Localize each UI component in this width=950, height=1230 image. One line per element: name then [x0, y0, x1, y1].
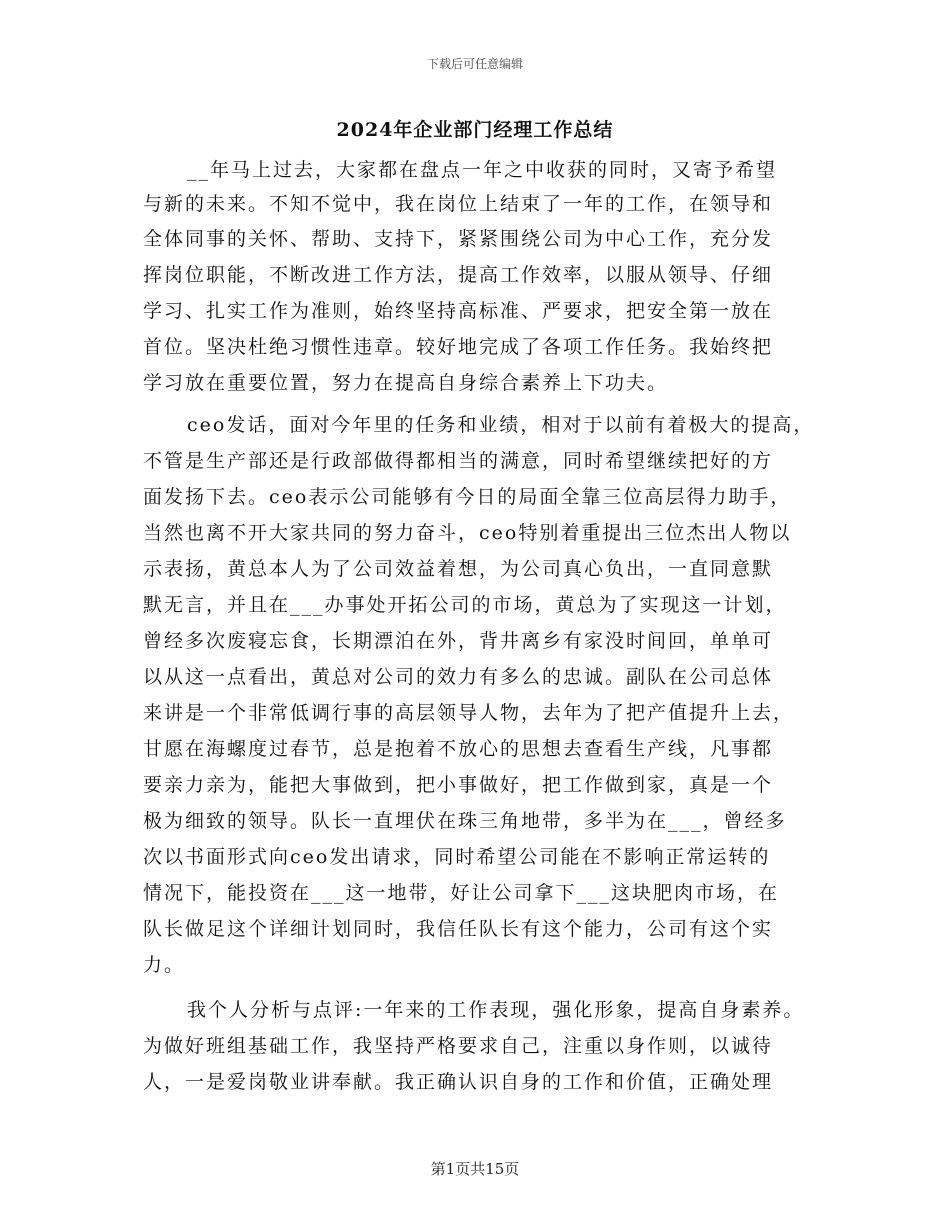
body-line: 我个人分析与点评:一年来的工作表现，强化形象，提高自身素养。	[187, 999, 805, 1021]
body-line: 要亲力亲为，能把大事做到，把小事做好，把工作做到家，真是一个	[143, 774, 774, 796]
body-line: 人，一是爱岗敬业讲奉献。我正确认识自身的工作和价值，正确处理	[143, 1071, 774, 1093]
document-title: 2024年企业部门经理工作总结	[336, 119, 614, 141]
page-number-footer: 第1页共15页	[430, 1160, 520, 1178]
body-line: 次以书面形式向ceo发出请求，同时希望公司能在不影响正常运转的	[143, 846, 771, 868]
body-line: 全体同事的关怀、帮助、支持下，紧紧围绕公司为中心工作，充分发	[143, 228, 774, 250]
body-line: 挥岗位职能，不断改进工作方法，提高工作效率，以服从领导、仔细	[143, 264, 774, 286]
body-line: __年马上过去，大家都在盘点一年之中收获的同时，又寄予希望	[187, 159, 778, 181]
body-line: 队长做足这个详细计划同时，我信任队长有这个能力，公司有这个实	[143, 918, 774, 940]
body-line: 甘愿在海螺度过春节，总是抱着不放心的思想去查看生产线，凡事都	[143, 738, 774, 760]
body-line: 极为细致的领导。队长一直埋伏在珠三角地带，多半为在___，曾经多	[143, 810, 787, 832]
body-line: ceo发话，面对今年里的任务和业绩，相对于以前有着极大的提高，	[187, 414, 815, 436]
body-line: 情况下，能投资在___这一地带，好让公司拿下___这块肥肉市场，在	[143, 882, 780, 904]
body-line: 为做好班组基础工作，我坚持严格要求自己，注重以身作则，以诚待	[143, 1035, 774, 1057]
body-line: 首位。坚决杜绝习惯性违章。较好地完成了各项工作任务。我始终把	[143, 336, 774, 358]
body-line: 示表扬，黄总本人为了公司效益着想，为公司真心负出，一直同意默	[143, 558, 774, 580]
body-line: 默无言，并且在___办事处开拓公司的市场，黄总为了实现这一计划，	[143, 594, 787, 616]
body-line: 曾经多次废寝忘食，长期漂泊在外，背井离乡有家没时间回，单单可	[143, 630, 774, 652]
body-line: 面发扬下去。ceo表示公司能够有今日的局面全靠三位高层得力助手，	[143, 486, 792, 508]
header-note: 下载后可任意编辑	[426, 57, 523, 71]
body-line: 以从这一点看出，黄总对公司的效力有多么的忠诚。副队在公司总体	[143, 666, 774, 688]
body-line: 来讲是一个非常低调行事的高层领导人物，去年为了把产值提升上去，	[143, 702, 795, 724]
body-line: 与新的未来。不知不觉中，我在岗位上结束了一年的工作，在领导和	[143, 193, 774, 215]
body-line: 学习、扎实工作为准则，始终坚持高标准、严要求，把安全第一放在	[143, 300, 774, 322]
body-line: 力。	[143, 954, 186, 976]
body-line: 不管是生产部还是行政部做得都相当的满意，同时希望继续把好的方	[143, 450, 774, 472]
body-line: 当然也离不开大家共同的努力奋斗，ceo特别着重提出三位杰出人物以	[143, 522, 792, 544]
body-line: 学习放在重要位置，努力在提高自身综合素养上下功夫。	[143, 372, 669, 394]
